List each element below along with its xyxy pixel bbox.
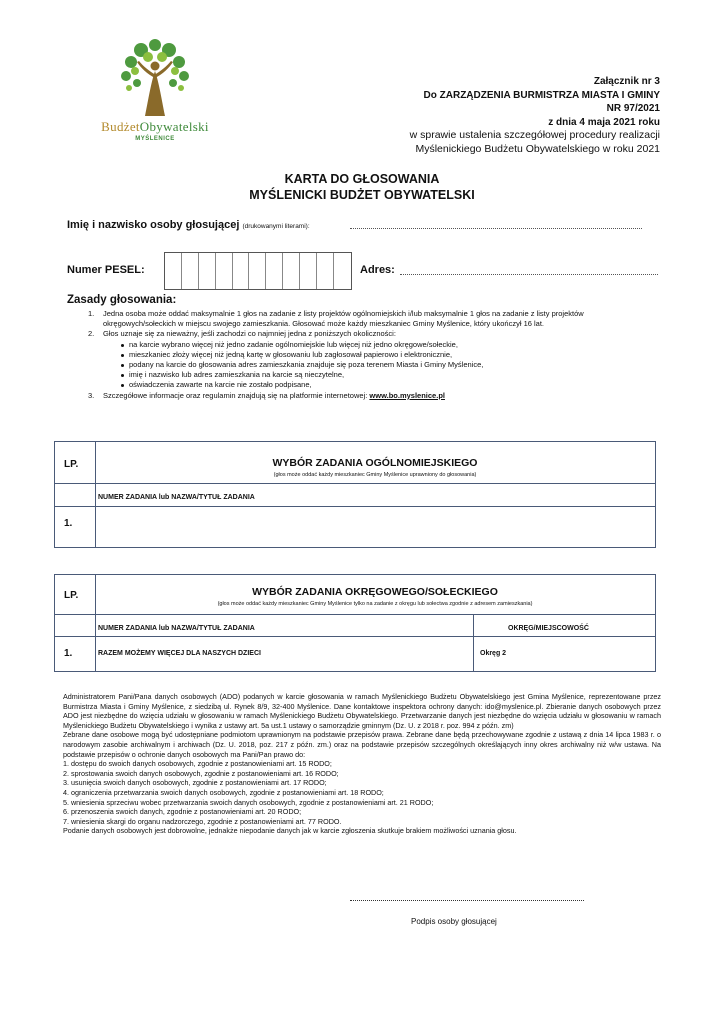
pesel-digit-cell[interactable]: [266, 253, 283, 289]
pesel-digit-cell[interactable]: [182, 253, 199, 289]
rodo-right-item: 4. ograniczenia przetwarzania swoich danych osobowych, zgodnie z postanowieniami art. 18 RODO;: [63, 787, 384, 797]
pesel-digit-cell[interactable]: [233, 253, 250, 289]
name-field-label: [67, 219, 310, 231]
tree-logo-icon: [115, 38, 195, 118]
rodo-paragraph-3: Podanie danych osobowych jest dobrowolne, jednakże niepodanie danych jak w karcie zgłoszenia skutkuje brakiem możliwości uznania głosu.: [63, 826, 517, 836]
rule-1-text: Jedna osoba może oddać maksymalnie 1 głos na zadanie z listy projektów ogólnomiejskich i/lub maksymalnie 1 głos na zadanie z listy projektów okręgowych/sołeckich w miejscu swojego zamieszkania. Głosować może każdy mieszkaniec Gminy Myślenice, który ukończył 16 lat.: [103, 309, 584, 329]
invalid-condition-item: imię i nazwisko lub adres zamieszkania na karcie są nieczytelne,: [121, 370, 658, 380]
rodo-paragraph-1: Administratorem Pani/Pana danych osobowych (ADO) podanych w karcie głosowania w ramach Myślenickiego Budżetu Obywatelskiego jest Gmina Myślenice, reprezentowane przez Burmistrza Miasta i Gminy Myślenice, z siedzibą ul. Rynek 8/9, 32-400 Myślenice. Dane kontaktowe inspektora ochrony danych: ido@myslenice.pl. Zbieranie danych osobowych przez ADO jest niezbędne do wzięcia udziału w głosowaniu w ramach Myślenickiego Budżetu Obywatelskiego. Przetwarzanie danych jest niezbędne do wzięcia udziału w głosowaniu w ramach Myślenickiego Budżetu Obywatelskiego i wynika z ustawy art. 5a ust.1 ustawy o samorządzie gminnym (Dz. U. z 2018 r. poz. 994 z późn. zm): [63, 692, 661, 730]
document-header: [410, 75, 660, 156]
voting-rules: [88, 309, 658, 401]
pesel-digit-cell[interactable]: [199, 253, 216, 289]
rule-2-text: Głos uznaje się za nieważny, jeśli zachodzi co najmniej jedna z poniższych okoliczności:: [103, 329, 396, 339]
card-subtitle: MYŚLENICKI BUDŻET OBYWATELSKI: [249, 188, 475, 202]
district-task-subtitle: (głos może oddać każdy mieszkaniec Gminy Myślenice tylko na zadanie z okręgu lub sołectwa zgodnie z adresem zamieszkania): [217, 601, 533, 607]
district-location-value[interactable]: Okręg 2: [480, 650, 507, 657]
rule-1: [88, 309, 658, 329]
pesel-digit-cell[interactable]: [334, 253, 351, 289]
rule-1-number: 1.: [88, 309, 95, 318]
citywide-task-input[interactable]: [98, 520, 648, 542]
rule-2: [88, 329, 658, 390]
signature-line[interactable]: [350, 900, 584, 901]
pesel-digit-cell[interactable]: [300, 253, 317, 289]
signature-label: Podpis osoby głosującej: [411, 917, 497, 926]
rodo-right-item: 3. usunięcia swoich danych osobowych, zgodnie z postanowieniami art. 17 RODO;: [63, 778, 327, 788]
pesel-digit-cell[interactable]: [317, 253, 334, 289]
district-location-header: OKRĘG/MIEJSCOWOŚĆ: [508, 625, 589, 632]
invalid-condition-item: podany na karcie do głosowania adres zamieszkania znajduje się poza terenem Miasta i Gminy Myślenice,: [121, 360, 658, 370]
ordinance-number: NR 97/2021: [606, 103, 660, 114]
name-input-line[interactable]: [350, 228, 642, 229]
citywide-column-header: NUMER ZADANIA lub NAZWA/TYTUŁ ZADANIA: [98, 494, 255, 501]
logo-wordmark: [80, 119, 230, 135]
district-column-header: NUMER ZADANIA lub NAZWA/TYTUŁ ZADANIA: [98, 625, 255, 632]
rodo-right-item: 7. wniesienia skargi do organu nadzorczego, zgodnie z postanowieniami art. 77 RODO.: [63, 816, 342, 826]
attachment-number: Załącznik nr 3: [593, 76, 660, 87]
pesel-digit-cell[interactable]: [165, 253, 182, 289]
rule-3: [88, 391, 658, 401]
invalid-condition-item: mieszkaniec złoży więcej niż jedną kartę w głosowaniu lub zagłosował papierowo i elektronicznie,: [121, 350, 658, 360]
rodo-right-item: 1. dostępu do swoich danych osobowych, zgodnie z postanowieniami art. 15 RODO;: [63, 759, 332, 769]
data-protection-notice: [63, 692, 661, 836]
address-label: Adres:: [360, 264, 395, 276]
pesel-digit-cell[interactable]: [249, 253, 266, 289]
ordinance-date: z dnia 4 maja 2021 roku: [548, 116, 660, 128]
rodo-paragraph-2: Zebrane dane osobowe mogą być udostępniane podmiotom uprawnionym na podstawie przepisów prawa. Zebrane dane będą przechowywane zgodnie z ustawą z dnia 14 lipca 1983 r. o narodowym zasobie archiwalnym i archiwach (Dz. U. 2018, poz. 217 z późn. zm.) oraz na podstawie przepisów szczególnych określających inny okres archiwalny niż w/w ustawa. Na podstawie przepisów o ochronie danych osobowych ma Pani/Pan prawo do:: [63, 730, 661, 759]
district-header-divider: [55, 614, 655, 615]
logo-subtitle: MYŚLENICE: [135, 136, 175, 142]
citywide-task-subtitle: (głos może oddać każdy mieszkaniec Gminy Myślenice uprawniony do głosowania): [273, 472, 477, 478]
pesel-label: Numer PESEL:: [67, 264, 145, 276]
ordinance-subject-1: w sprawie ustalenia szczegółowej procedury realizacji: [409, 129, 660, 141]
address-input-line[interactable]: [400, 274, 658, 275]
invalid-condition-item: oświadczenia zawarte na karcie nie zostało podpisane,: [121, 380, 658, 390]
district-task-title: WYBÓR ZADANIA OKRĘGOWEGO/SOŁECKIEGO: [252, 586, 498, 598]
citywide-lp-label: LP.: [64, 459, 79, 470]
district-lp-label: LP.: [64, 590, 79, 601]
ordinance-title: Do ZARZĄDZENIA BURMISTRZA MIASTA I GMINY: [423, 89, 660, 101]
rule-3-text: Szczegółowe informacje oraz regulamin znajdują się na platformie internetowej:: [103, 390, 368, 400]
logo-word-obywatelski: Obywatelski: [139, 119, 209, 134]
rules-heading: Zasady głosowania:: [67, 294, 177, 306]
pesel-digit-cell[interactable]: [216, 253, 233, 289]
pesel-digit-cell[interactable]: [283, 253, 300, 289]
rule-3-number: 3.: [88, 390, 95, 400]
platform-link[interactable]: www.bo.myslenice.pl: [369, 390, 445, 400]
rodo-right-item: 6. przenoszenia swoich danych, zgodnie z postanowieniami art. 20 RODO;: [63, 807, 302, 817]
budzet-obywatelski-logo: [80, 38, 230, 150]
district-column-divider: [55, 636, 655, 637]
name-label-text: Imię i nazwisko osoby głosującej: [67, 219, 240, 231]
citywide-column-divider: [55, 506, 655, 507]
rule-2-number: 2.: [88, 329, 95, 339]
invalid-condition-item: na karcie wybrano więcej niż jedno zadanie ogólnomiejskie lub więcej niż jedno okręgowe/sołeckie,: [121, 340, 658, 350]
district-row-number: 1.: [64, 648, 73, 659]
citywide-task-title: WYBÓR ZADANIA OGÓLNOMIEJSKIEGO: [272, 457, 478, 469]
rodo-right-item: 2. sprostowania swoich danych osobowych, zgodnie z postanowieniami art. 16 RODO;: [63, 768, 339, 778]
citywide-row-number: 1.: [64, 518, 73, 529]
citywide-header-divider: [55, 483, 655, 484]
district-task-value[interactable]: RAZEM MOŻEMY WIĘCEJ DLA NASZYCH DZIECI: [98, 650, 261, 657]
pesel-input-grid[interactable]: [164, 252, 352, 290]
ordinance-subject-2: Myślenickiego Budżetu Obywatelskiego w roku 2021: [415, 142, 660, 155]
district-location-divider: [473, 614, 474, 671]
name-label-hint: (drukowanymi literami):: [242, 223, 310, 230]
logo-word-budzet: Budżet: [101, 119, 140, 134]
rodo-right-item: 5. wniesienia sprzeciwu wobec przetwarzania swoich danych osobowych, zgodnie z postanowieniami art. 21 RODO;: [63, 797, 434, 807]
card-title: KARTA DO GŁOSOWANIA: [284, 172, 440, 186]
